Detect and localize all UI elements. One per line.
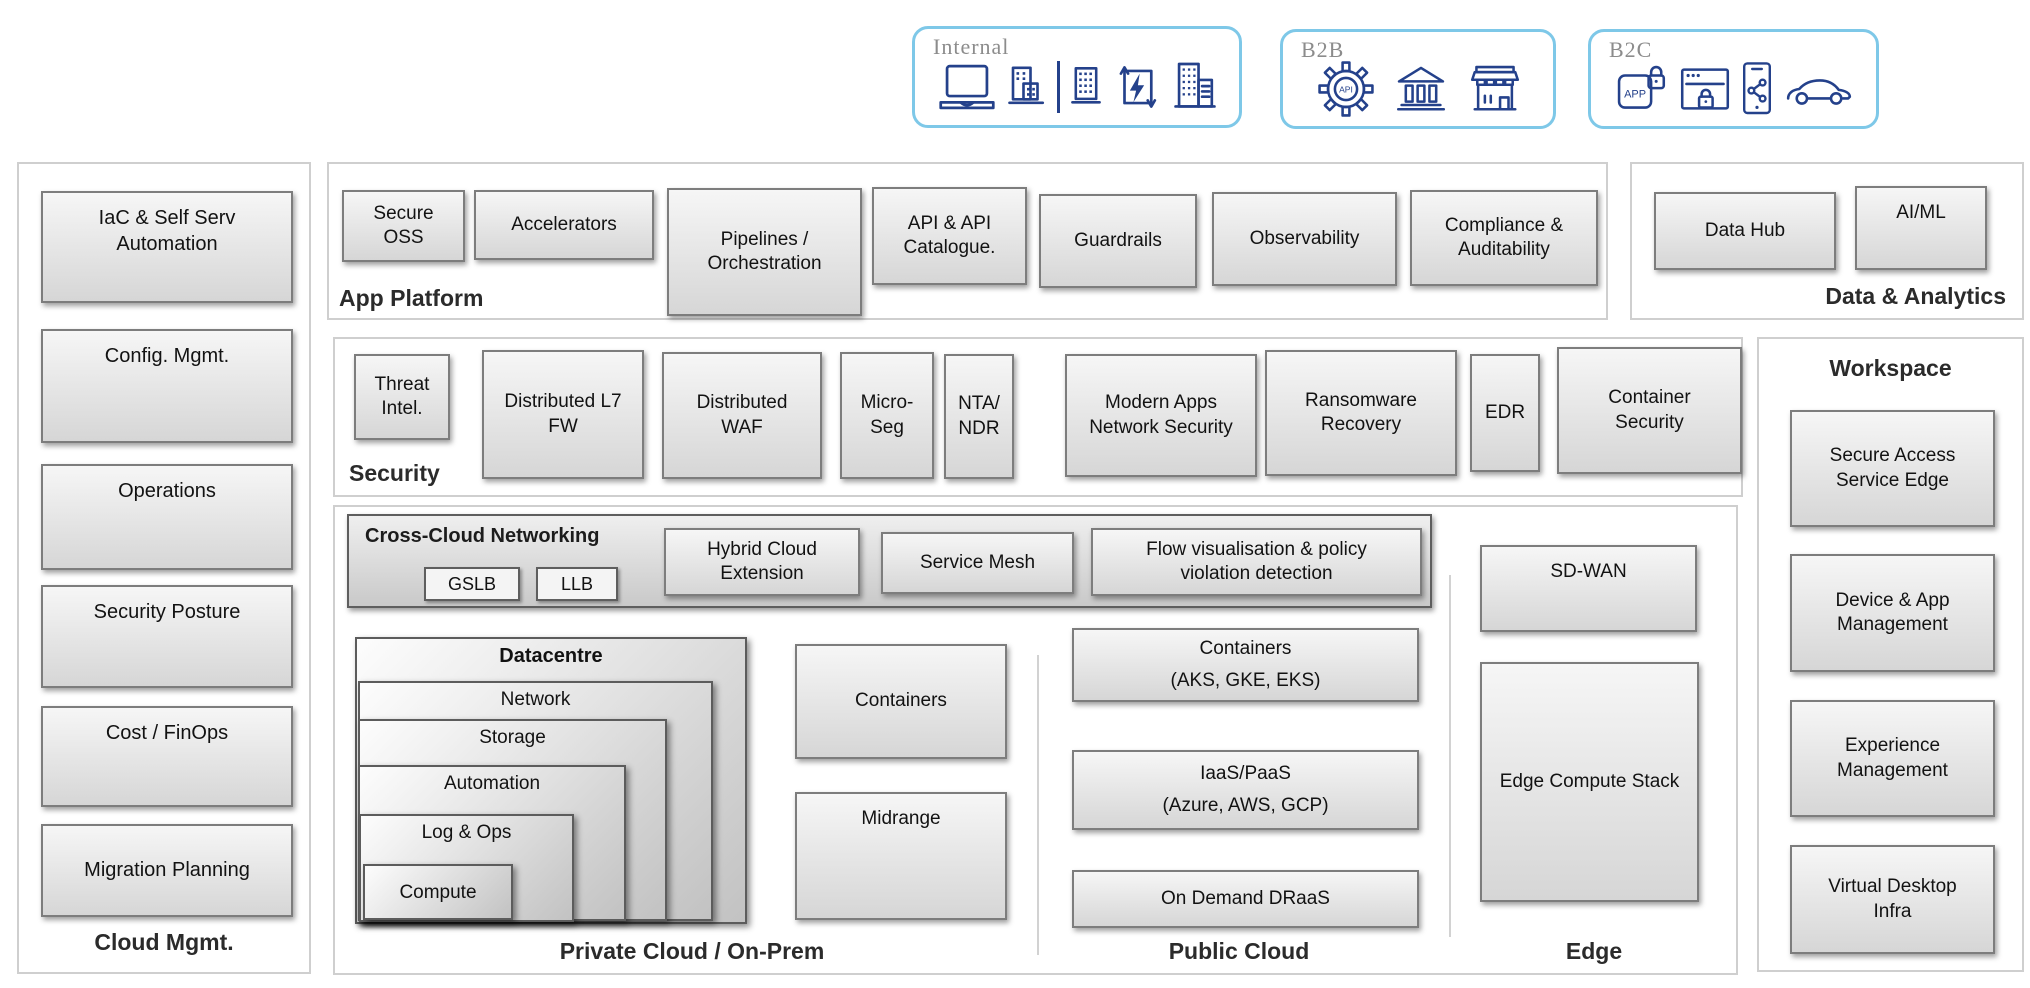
box-distributed-waf [662,352,822,479]
box-hybrid-cloud-extension [664,528,860,596]
app-platform-title: App Platform [339,285,484,311]
box-service-mesh [881,532,1074,594]
box-label: Secure OSS [373,202,434,248]
box-label: Data Hub [1704,219,1786,241]
box-label: Distributed L7 FW [504,391,622,437]
box-label: Distributed WAF [696,392,788,438]
box-label: Ransomware Recovery [1305,389,1417,435]
edge-title: Edge [1565,938,1623,964]
box-label: Compliance & Auditability [1444,214,1564,260]
box-iac-self-serv-automation [41,191,293,303]
data-analytics-title: Data & Analytics [1825,283,2006,309]
box-secure-access-service-edge [1790,410,1995,527]
box-flow-visualisation [1091,528,1422,596]
cross-cloud-networking-band [347,514,1432,608]
store-icon [1468,63,1522,115]
cloud-mgmt-title: Cloud Mgmt. [94,929,234,955]
box-label: Security Posture [93,601,241,623]
box-operations [41,464,293,570]
box-label: Pipelines / Orchestration [707,228,822,274]
skyscraper-icon [1172,60,1218,114]
box-security-posture [41,585,293,688]
box-llb [536,567,618,601]
box-label: Guardrails [1074,229,1162,251]
private-public-divider [1037,655,1039,955]
box-label: Virtual Desktop Infra [1828,876,1957,922]
box-label: Container Security [1608,387,1691,433]
box-observability [1212,192,1397,286]
persona-b2b [1280,29,1556,129]
persona-b2b-label: B2B [1301,37,1345,62]
layer-label: Compute [399,881,477,903]
box-threat-intel [354,354,450,440]
box-compliance-auditability [1410,190,1598,286]
box-label: Flow visualisation & policy violation detection [1146,538,1367,584]
box-label: Migration Planning [84,858,250,881]
box-label: Modern Apps Network Security [1089,392,1233,438]
clouds-panel [333,505,1738,975]
public-cloud-title: Public Cloud [1168,938,1310,964]
energy-icon [1112,62,1162,112]
box-label: Threat Intel. [374,373,430,419]
box-label: Hybrid Cloud Extension [707,538,817,584]
box-ai-ml [1855,186,1987,270]
box-accelerators [474,190,654,260]
box-experience-management [1790,700,1995,817]
box-secure-oss [342,190,465,262]
bank-icon [1394,64,1448,114]
box-label: Experience Management [1837,735,1948,781]
car-icon [1783,71,1855,107]
box-ransomware-recovery [1265,350,1457,476]
persona-internal-label: Internal [933,34,1010,59]
box-migration-planning [41,824,293,917]
layer-label: Storage [479,727,546,748]
box-edge-compute-stack [1480,662,1699,902]
box-midrange [795,792,1007,920]
box-label: LLB [560,573,594,594]
persona-internal [912,26,1242,128]
box-cost-finops [41,706,293,807]
box-containers-private [795,644,1007,759]
box-label: Config. Mgmt. [104,345,230,367]
box-distributed-l7-fw [482,350,644,479]
private-cloud-title: Private Cloud / On-Prem [559,938,825,964]
box-label: IaC & Self Serv Automation [98,207,236,255]
box-label: Cost / FinOps [105,722,229,744]
box-micro-seg [840,352,934,479]
persona-b2c-label: B2C [1609,37,1653,62]
data-analytics-panel [1630,162,2024,320]
datacentre-layer-compute [363,864,513,920]
persona-internal-icons [929,55,1227,119]
building-icon [1069,62,1103,112]
box-label: AI/ML [1896,202,1946,223]
security-panel [333,337,1743,497]
security-title: Security [349,460,440,486]
mobile-share-icon [1741,60,1773,118]
persona-b2b-icons [1297,58,1541,120]
box-label: Accelerators [511,213,617,235]
box-label: NTA/NDR [958,393,1000,439]
box-edr [1470,354,1540,472]
box-label: EDR [1484,401,1526,423]
layer-label: Automation [443,773,541,794]
box-label-line1: IaaS/PaaS [1200,762,1291,784]
box-virtual-desktop-infra [1790,845,1995,954]
box-label: Edge Compute Stack [1499,770,1680,792]
box-label: Secure Access Service Edge [1829,445,1956,491]
box-on-demand-draas [1072,870,1419,928]
box-label: Midrange [861,808,941,829]
box-device-app-management [1790,554,1995,672]
persona-divider [1057,61,1060,113]
box-label: GSLB [447,573,497,594]
svg-text:APP: APP [1624,88,1647,101]
branch-buildings-icon [1006,62,1048,112]
laptop-icon [938,63,996,111]
box-sd-wan [1480,545,1697,632]
box-config-mgmt [41,329,293,443]
api-gear-icon [1317,60,1375,118]
box-modern-apps-network-security [1065,354,1257,477]
box-label: Containers [855,690,947,712]
box-label: Operations [118,480,216,502]
box-label: Micro-Seg [860,392,914,438]
cross-cloud-networking-title: Cross-Cloud Networking [365,525,600,547]
box-pipelines-orchestration [667,188,862,316]
public-edge-divider [1449,575,1451,937]
box-nta-ndr [944,354,1014,479]
box-containers-public [1072,628,1419,702]
box-gslb [424,567,520,601]
persona-b2c [1588,29,1879,129]
box-data-hub [1654,192,1836,270]
box-label-line2: (Azure, AWS, GCP) [1162,795,1329,816]
workspace-panel [1757,337,2024,972]
box-container-security [1557,347,1742,474]
secure-browser-icon [1678,64,1732,114]
datacentre-title: Datacentre [499,645,603,667]
layer-label: Log & Ops [421,822,512,843]
box-label: On Demand DRaaS [1161,887,1330,909]
cloud-mgmt-panel [17,162,311,974]
app-platform-panel [327,162,1608,320]
workspace-title: Workspace [1829,355,1952,381]
box-label: Observability [1249,227,1360,249]
persona-b2c-icons [1605,58,1864,120]
box-label-line2: (AKS, GKE, EKS) [1170,670,1321,691]
box-label: SD-WAN [1550,561,1627,582]
box-label: API & API Catalogue. [903,212,996,258]
box-guardrails [1039,194,1197,288]
box-label: Device & App Management [1835,589,1950,635]
box-label-line1: Containers [1199,637,1292,659]
svg-text:API: API [1338,84,1353,95]
box-label: Service Mesh [919,551,1036,573]
box-iaas-paas [1072,750,1419,830]
secure-app-icon [1614,62,1668,116]
box-api-catalogue [872,187,1027,285]
layer-label: Network [500,689,571,710]
